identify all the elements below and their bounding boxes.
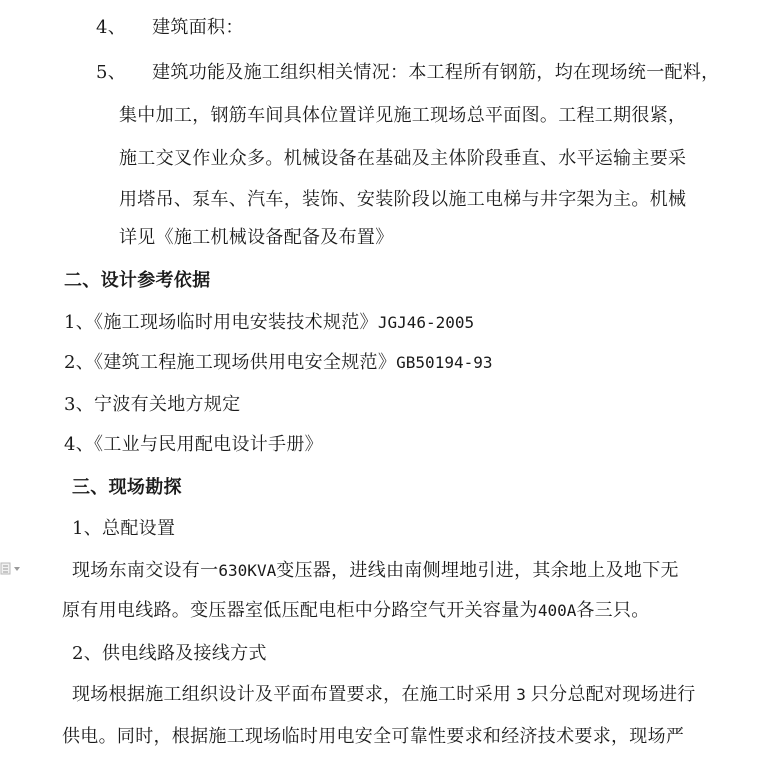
reference-code: GB50194-93 [396, 353, 493, 372]
reference-item [64, 351, 492, 375]
reference-item [64, 393, 240, 417]
reference-title: 1、《施工现场临时用电安装技术规范》 [64, 312, 378, 333]
list-item-4 [96, 16, 244, 40]
reference-item [64, 311, 474, 335]
text-run: 3 [516, 685, 526, 704]
text-run: 各三只。 [576, 600, 650, 621]
paragraph-line: 详见《施工机械设备配备及布置》 [119, 227, 394, 248]
subsection-heading: 2、供电线路及接线方式 [72, 643, 267, 664]
reference-title: 3、宁波有关地方规定 [64, 394, 241, 415]
paragraph-line: 施工交叉作业众多。机械设备在基础及主体阶段垂直、水平运输主要采 [119, 148, 687, 169]
reference-title: 2、《建筑工程施工现场供用电安全规范》 [64, 352, 397, 373]
section-heading: 二、设计参考依据 [64, 270, 211, 291]
list-text: 建筑面积： [152, 17, 244, 38]
text-run: 变压器，进线由南侧埋地引进，其余地上及地下无 [276, 560, 679, 581]
subsection-heading: 1、总配设置 [72, 518, 176, 539]
section-heading: 三、现场勘探 [72, 477, 182, 498]
text-run: 现场根据施工组织设计及平面布置要求，在施工时采用 [72, 684, 512, 705]
list-number: 4、 [96, 17, 127, 38]
text-run: 只分总配对现场进行 [530, 684, 696, 705]
text-run: 现场东南交设有一 [72, 560, 219, 581]
paragraph-line: 集中加工，钢筋车间具体位置详见施工现场总平面图。工程工期很紧， [119, 105, 687, 126]
list-item-5 [96, 61, 719, 85]
reference-code: JGJ46-2005 [377, 313, 475, 332]
paragraph-line [72, 683, 696, 707]
text-run: 400A [537, 601, 577, 620]
paragraph-line [62, 599, 650, 623]
list-number: 5、 [96, 62, 127, 83]
text-run: 原有用电线路。变压器室低压配电柜中分路空气开关容量为 [62, 600, 538, 621]
reference-title: 4、《工业与民用配电设计手册》 [64, 434, 323, 455]
paragraph-marker-icon[interactable] [0, 561, 22, 577]
paragraph-line: 用塔吊、泵车、汽车，装饰、安装阶段以施工电梯与井字架为主。机械 [119, 189, 687, 210]
reference-item [64, 433, 323, 457]
paragraph-line: 供电。同时，根据施工现场临时用电安全可靠性要求和经济技术要求，现场严 [62, 726, 685, 747]
paragraph-line [72, 559, 679, 583]
list-text: 建筑功能及施工组织相关情况：本工程所有钢筋，均在现场统一配料， [152, 62, 720, 83]
text-run: 630KVA [218, 561, 277, 580]
